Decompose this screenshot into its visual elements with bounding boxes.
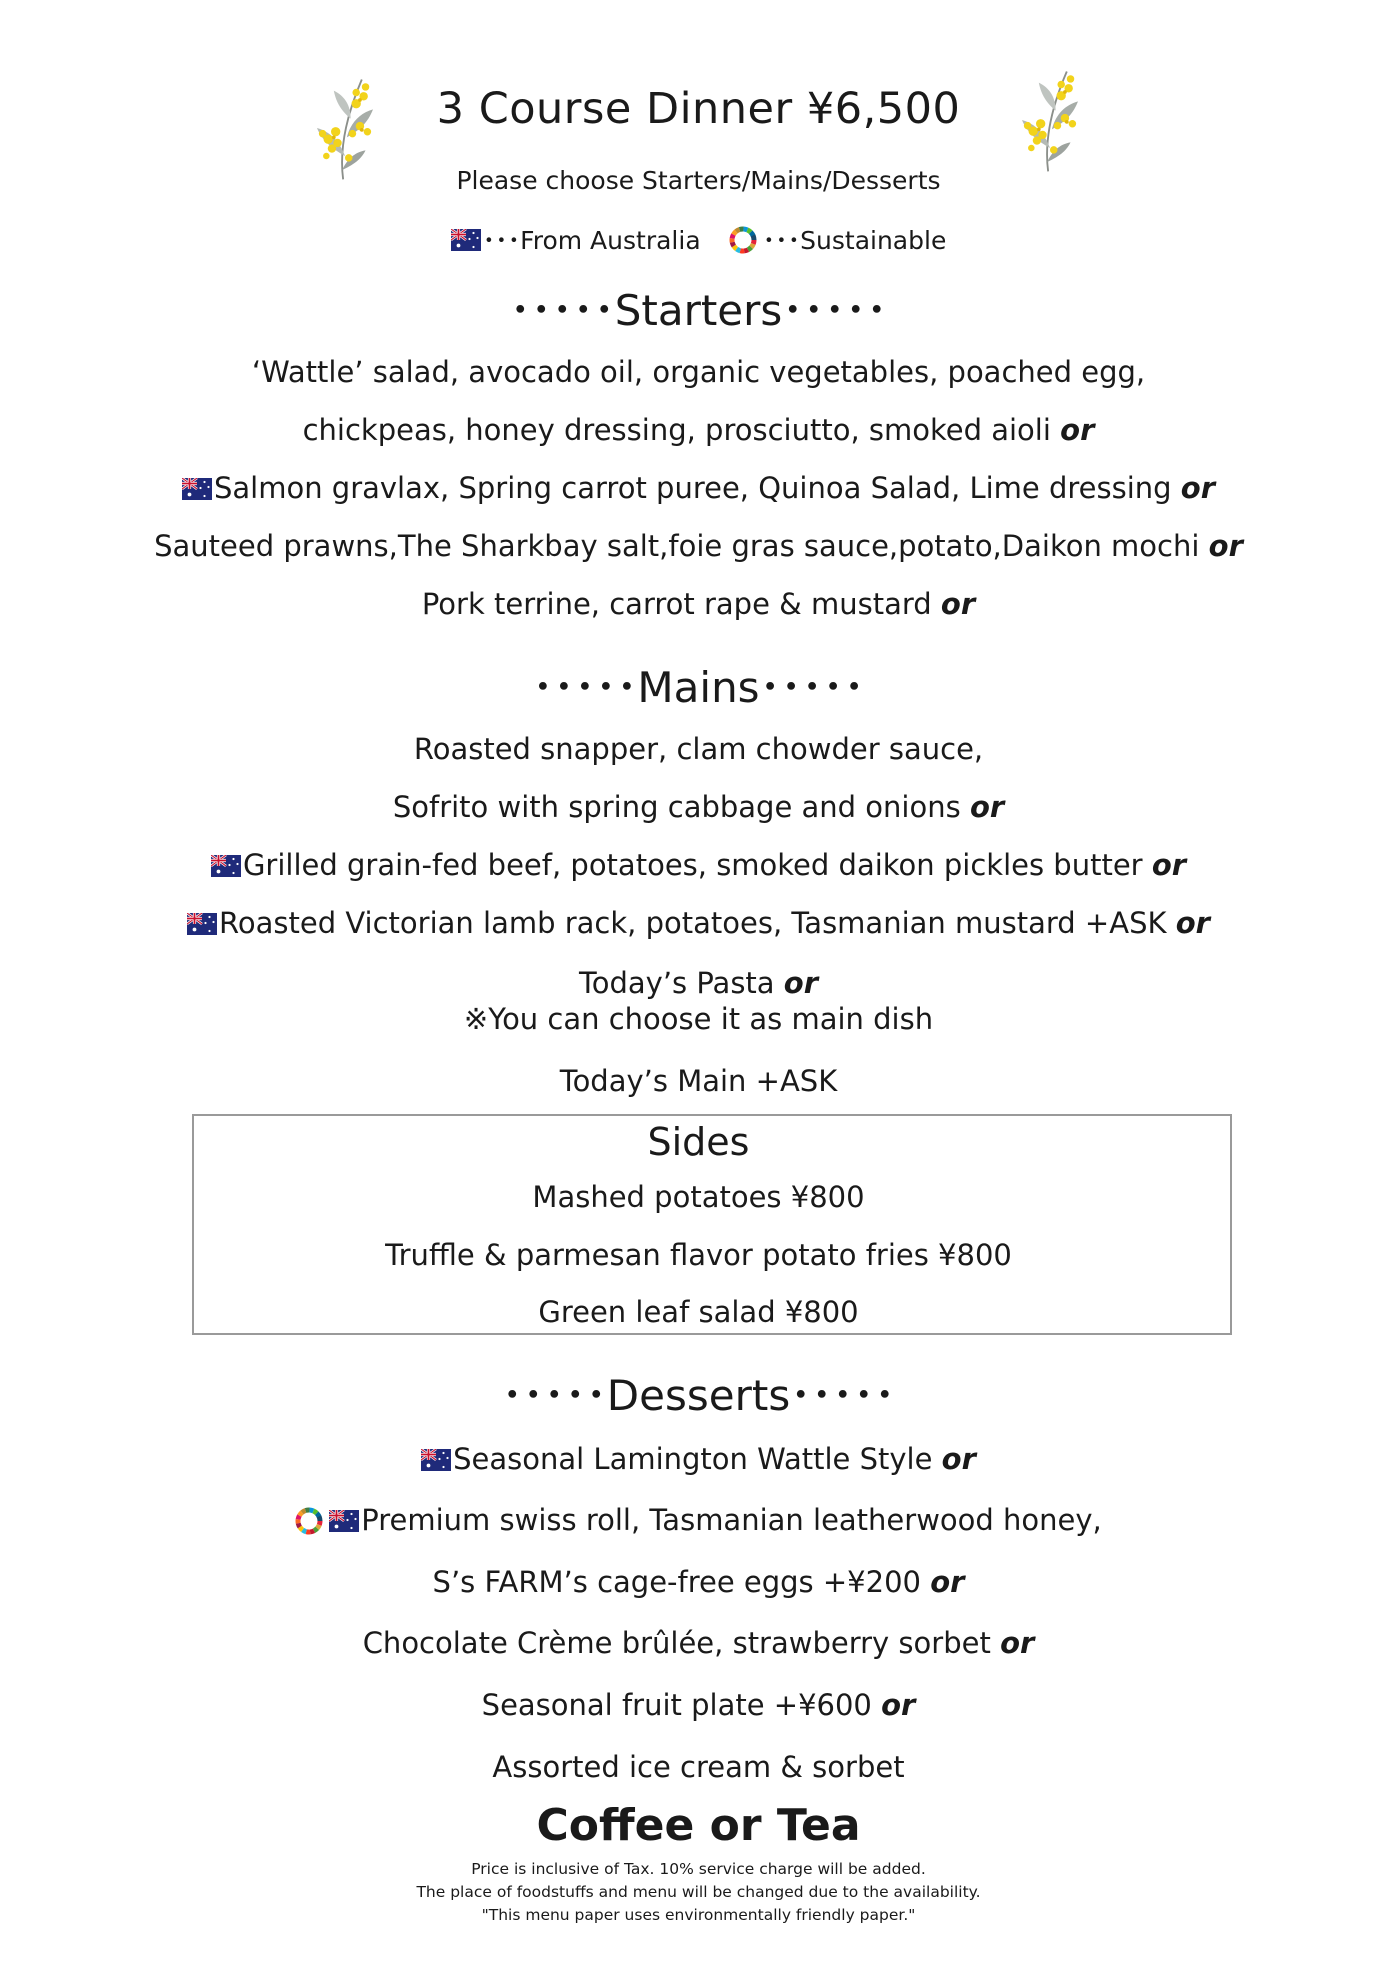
- australia-flag-icon: [187, 913, 217, 935]
- footer-note: Price is inclusive of Tax. 10% service charge will be added.: [471, 1860, 926, 1878]
- legend-sustainable-label: ･･･Sustainable: [762, 226, 947, 255]
- dessert-item-text: Seasonal fruit plate +¥600: [481, 1688, 872, 1722]
- or-label: or: [1180, 471, 1216, 505]
- dessert-item: [0, 1688, 1397, 1722]
- or-label: or: [1151, 848, 1187, 882]
- main-item: [0, 848, 1397, 882]
- or-label: or: [1208, 529, 1243, 563]
- starter-item: [0, 471, 1397, 505]
- australia-flag-icon: [211, 855, 241, 877]
- main-item: [0, 906, 1397, 940]
- sides-heading: Sides: [647, 1120, 750, 1164]
- starter-item-text: Salmon gravlax, Spring carrot puree, Quinoa Salad, Lime dressing: [213, 471, 1172, 505]
- dessert-item: [0, 1442, 1397, 1476]
- australia-flag-icon: [329, 1510, 359, 1532]
- starter-item: ‘Wattle’ salad, avocado oil, organic vegetables, poached egg,: [251, 355, 1146, 389]
- starter-item-text: Sauteed prawns,The Sharkbay salt,foie gras sauce,potato,Daikon mochi: [154, 529, 1200, 563]
- main-item-text: Grilled grain-fed beef, potatoes, smoked daikon pickles butter: [242, 848, 1143, 882]
- starters-heading: ･････Starters･････: [509, 286, 888, 335]
- mains-heading: ･････Mains･････: [532, 663, 865, 712]
- starter-item: [0, 587, 1397, 621]
- or-label: or: [783, 966, 819, 1000]
- page-title: 3 Course Dinner ¥6,500: [436, 84, 961, 134]
- legend: [0, 221, 1397, 257]
- dessert-item: [0, 1503, 1397, 1537]
- sdg-wheel-icon: [729, 226, 757, 254]
- starter-item: [0, 529, 1397, 563]
- or-label: or: [1175, 906, 1210, 940]
- coffee-or-tea-heading: Coffee or Tea: [536, 1800, 861, 1851]
- australia-flag-icon: [421, 1449, 451, 1471]
- or-label: or: [969, 790, 1005, 824]
- or-label: or: [940, 587, 976, 621]
- or-label: or: [1060, 413, 1095, 447]
- legend-australia-label: ･･･From Australia: [482, 226, 701, 255]
- starter-item-text: chickpeas, honey dressing, prosciutto, smoked aioli: [302, 413, 1051, 447]
- dessert-item: Assorted ice cream & sorbet: [492, 1750, 905, 1784]
- dessert-item: [0, 1565, 1397, 1599]
- dessert-item-text: Premium swiss roll, Tasmanian leatherwood honey,: [361, 1503, 1102, 1537]
- main-item: [0, 966, 1397, 1000]
- starter-item: [0, 413, 1397, 447]
- main-item-note: ※You can choose it as main dish: [463, 1002, 934, 1036]
- side-item: Mashed potatoes ¥800: [532, 1180, 865, 1214]
- main-item: Today’s Main +ASK: [559, 1064, 838, 1098]
- side-item: Green leaf salad ¥800: [538, 1295, 859, 1329]
- main-item-text: Today’s Pasta: [578, 966, 775, 1000]
- dessert-item-text: S’s FARM’s cage-free eggs +¥200: [432, 1565, 921, 1599]
- dessert-item-text: Seasonal Lamington Wattle Style: [453, 1442, 933, 1476]
- starter-item-text: Pork terrine, carrot rape & mustard: [421, 587, 932, 621]
- australia-flag-icon: [182, 478, 212, 500]
- main-item: [0, 790, 1397, 824]
- or-label: or: [1000, 1626, 1035, 1660]
- sdg-wheel-icon: [295, 1507, 323, 1535]
- dessert-item-text: Chocolate Crème brûlée, strawberry sorbet: [362, 1626, 991, 1660]
- dessert-item: [0, 1626, 1397, 1660]
- main-item-text: Sofrito with spring cabbage and onions: [392, 790, 961, 824]
- main-item: Roasted snapper, clam chowder sauce,: [413, 732, 984, 766]
- or-label: or: [941, 1442, 976, 1476]
- main-item-text: Roasted Victorian lamb rack, potatoes, Tasmanian mustard +ASK: [219, 906, 1167, 940]
- or-label: or: [930, 1565, 965, 1599]
- footer-note: The place of foodstuffs and menu will be changed due to the availability.: [416, 1883, 981, 1901]
- australia-flag-icon: [451, 229, 481, 251]
- footer-note: "This menu paper uses environmentally friendly paper.": [481, 1906, 916, 1924]
- or-label: or: [881, 1688, 916, 1722]
- side-item: Truffle & parmesan flavor potato fries ¥800: [385, 1238, 1012, 1272]
- desserts-heading: ･････Desserts･････: [501, 1371, 896, 1420]
- page-subtitle: Please choose Starters/Mains/Desserts: [456, 166, 941, 195]
